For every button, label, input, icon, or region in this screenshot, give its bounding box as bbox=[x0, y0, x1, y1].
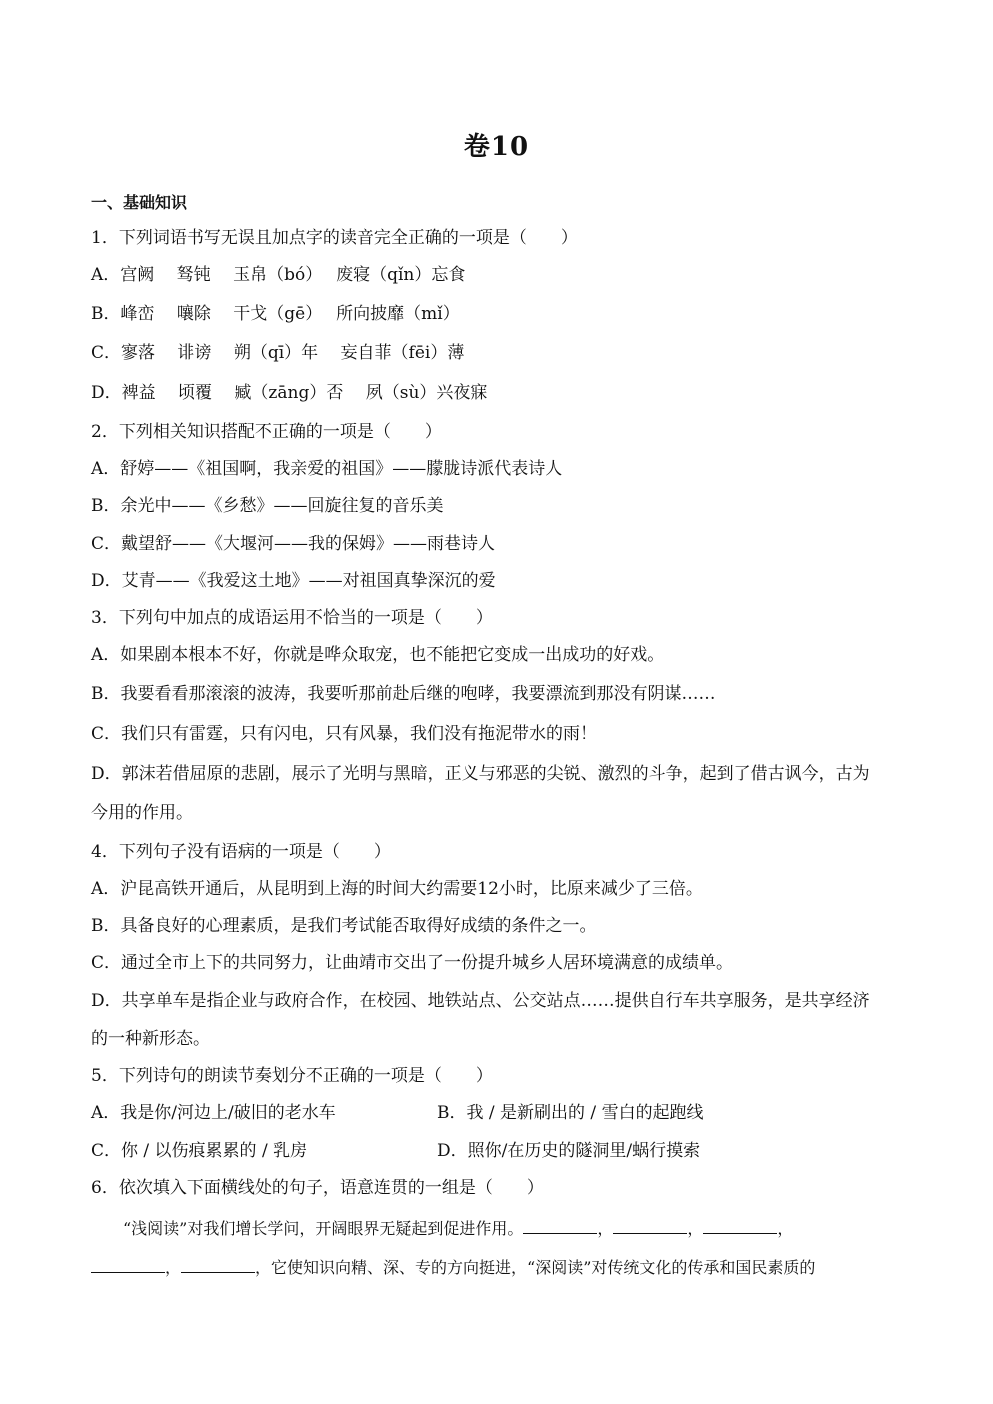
blank-separator: ， bbox=[255, 1258, 272, 1277]
question-2-option-c: C．戴望舒——《大堰河——我的保姆》——雨巷诗人 bbox=[91, 534, 496, 554]
question-5-option-d: D．照你/在历史的隧洞里/蜗行摸索 bbox=[437, 1141, 701, 1161]
section-heading: 一、基础知识 bbox=[91, 193, 188, 212]
question-4-option-c: C．通过全市上下的共同努力，让曲靖市交出了一份提升城乡人居环境满意的成绩单。 bbox=[91, 953, 734, 973]
blank-separator: ， bbox=[687, 1219, 704, 1238]
question-2-stem: 2．下列相关知识搭配不正确的一项是（ ） bbox=[91, 422, 442, 442]
question-4-option-b: B．具备良好的心理素质，是我们考试能否取得好成绩的条件之一。 bbox=[91, 916, 597, 936]
answer-blank-2[interactable] bbox=[613, 1217, 687, 1234]
question-4-option-a: A．沪昆高铁开通后，从昆明到上海的时间大约需要12小时，比原来减少了三倍。 bbox=[91, 879, 703, 899]
question-5-stem: 5．下列诗句的朗读节奏划分不正确的一项是（ ） bbox=[91, 1066, 493, 1086]
question-5-option-b: B．我 / 是新刷出的 / 雪白的起跑线 bbox=[437, 1103, 704, 1123]
question-1-stem: 1．下列词语书写无误且加点字的读音完全正确的一项是（ ） bbox=[91, 228, 578, 248]
question-1-option-a: A．宫阙 驽钝 玉帛（bó） 废寝（qǐn）忘食 bbox=[91, 265, 466, 285]
question-2-option-d: D．艾青——《我爱这土地》——对祖国真挚深沉的爱 bbox=[91, 571, 496, 591]
question-6-passage-line1 bbox=[91, 1217, 896, 1241]
answer-blank-1[interactable] bbox=[523, 1217, 597, 1234]
question-1-option-b: B．峰峦 嚷除 干戈（gē） 所向披靡（mǐ） bbox=[91, 304, 460, 324]
question-6-stem: 6．依次填入下面横线处的句子，语意连贯的一组是（ ） bbox=[91, 1178, 544, 1198]
question-3-stem: 3．下列句中加点的成语运用不恰当的一项是（ ） bbox=[91, 608, 493, 628]
passage-text-2: 它使知识向精、深、专的方向挺进，“深阅读”对传统文化的传承和国民素质的 bbox=[271, 1258, 816, 1277]
question-4-stem: 4．下列句子没有语病的一项是（ ） bbox=[91, 842, 391, 862]
blank-separator: ， bbox=[597, 1219, 614, 1238]
answer-blank-3[interactable] bbox=[703, 1217, 777, 1234]
blank-separator: ， bbox=[777, 1219, 794, 1238]
passage-text-1: “浅阅读”对我们增长学问，开阔眼界无疑起到促进作用。 bbox=[123, 1219, 524, 1238]
question-2-option-b: B．余光中——《乡愁》——回旋往复的音乐美 bbox=[91, 496, 444, 516]
question-6-passage-line2 bbox=[91, 1256, 896, 1280]
question-3-option-d-line1: D．郭沫若借屈原的悲剧，展示了光明与黑暗，正义与邪恶的尖锐、激烈的斗争，起到了借古讽今，古为 bbox=[91, 764, 870, 784]
page-title: 卷10 bbox=[463, 132, 530, 162]
question-3-option-c: C．我们只有雷霆，只有闪电，只有风暴，我们没有拖泥带水的雨！ bbox=[91, 724, 598, 744]
question-1-option-d: D．裨益 顷覆 臧（zāng）否 夙（sù）兴夜寐 bbox=[91, 383, 488, 403]
question-3-option-d-line2: 今用的作用。 bbox=[91, 803, 193, 823]
question-4-option-d-line2: 的一种新形态。 bbox=[91, 1029, 210, 1049]
question-5-option-a: A．我是你/河边上/破旧的老水车 bbox=[91, 1103, 336, 1123]
question-2-option-a: A．舒婷——《祖国啊，我亲爱的祖国》——朦胧诗派代表诗人 bbox=[91, 459, 563, 479]
answer-blank-4[interactable] bbox=[91, 1256, 165, 1273]
question-5-option-c: C．你 / 以伤痕累累的 / 乳房 bbox=[91, 1141, 308, 1161]
question-3-option-b: B．我要看看那滚滚的波涛，我要听那前赴后继的咆哮，我要漂流到那没有阴谋…… bbox=[91, 684, 716, 704]
question-1-option-c: C．寥落 诽谤 朔（qī）年 妄自菲（fēi）薄 bbox=[91, 343, 465, 363]
blank-separator: ， bbox=[165, 1258, 182, 1277]
answer-blank-5[interactable] bbox=[181, 1256, 255, 1273]
question-4-option-d-line1: D．共享单车是指企业与政府合作，在校园、地铁站点、公交站点……提供自行车共享服务，是共享经济 bbox=[91, 991, 870, 1011]
question-3-option-a: A．如果剧本根本不好，你就是哗众取宠，也不能把它变成一出成功的好戏。 bbox=[91, 645, 665, 665]
